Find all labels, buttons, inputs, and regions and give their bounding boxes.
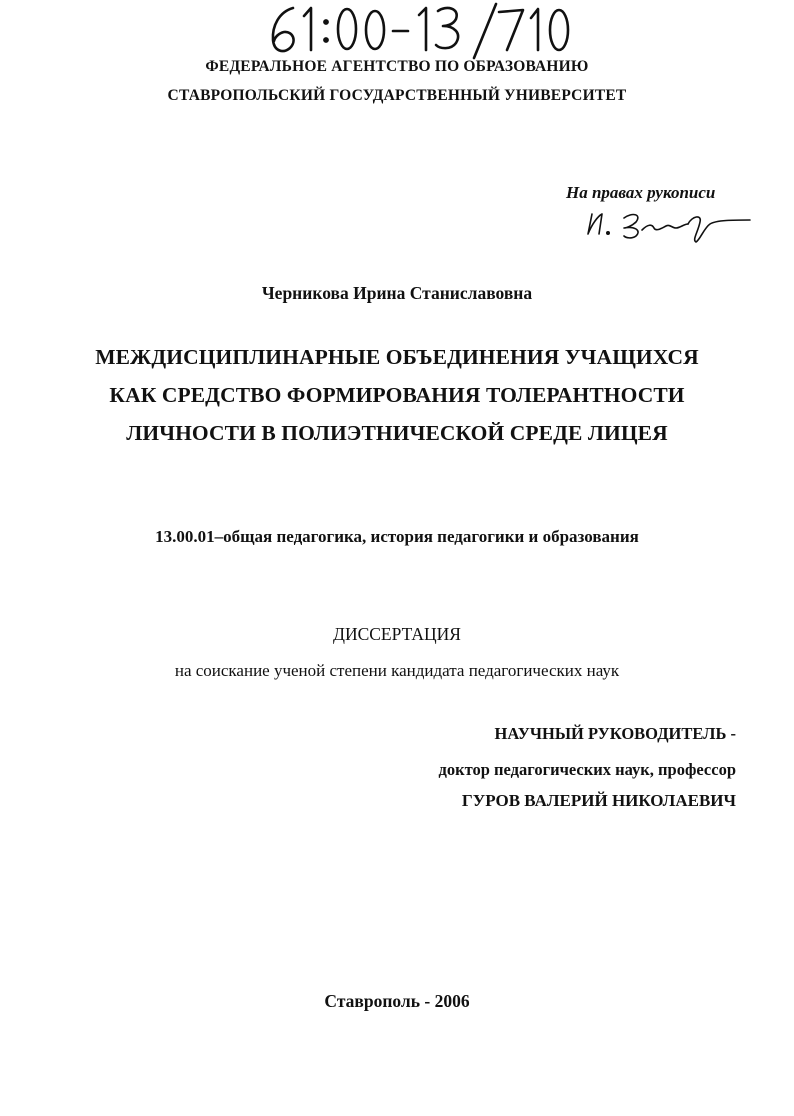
dissertation-title-line-3: ЛИЧНОСТИ В ПОЛИЭТНИЧЕСКОЙ СРЕДЕ ЛИЦЕЯ xyxy=(126,421,668,445)
signature xyxy=(584,206,754,246)
agency-name: ФЕДЕРАЛЬНОЕ АГЕНТСТВО ПО ОБРАЗОВАНИЮ xyxy=(205,58,589,75)
handwritten-archive-code xyxy=(0,0,794,62)
supervisor-degree: доктор педагогических наук, профессор xyxy=(438,760,736,779)
specialty-code: 13.00.01–общая педагогика, история педагогики и образования xyxy=(155,527,639,546)
supervisor-name: ГУРОВ ВАЛЕРИЙ НИКОЛАЕВИЧ xyxy=(461,791,736,810)
degree-purpose: на соискание ученой степени кандидата педагогических наук xyxy=(174,661,620,680)
document-type: ДИССЕРТАЦИЯ xyxy=(333,624,461,644)
manuscript-rights-note: На правах рукописи xyxy=(566,183,716,202)
place-and-year: Ставрополь - 2006 xyxy=(324,991,470,1011)
author-name: Черникова Ирина Станиславовна xyxy=(261,283,533,303)
supervisor-label: НАУЧНЫЙ РУКОВОДИТЕЛЬ - xyxy=(494,724,736,743)
dissertation-title-line-1: МЕЖДИСЦИПЛИНАРНЫЕ ОБЪЕДИНЕНИЯ УЧАЩИХСЯ xyxy=(95,345,699,369)
university-name: СТАВРОПОЛЬСКИЙ ГОСУДАРСТВЕННЫЙ УНИВЕРСИТЕТ xyxy=(167,87,627,104)
dissertation-title-line-2: КАК СРЕДСТВО ФОРМИРОВАНИЯ ТОЛЕРАНТНОСТИ xyxy=(109,383,685,407)
